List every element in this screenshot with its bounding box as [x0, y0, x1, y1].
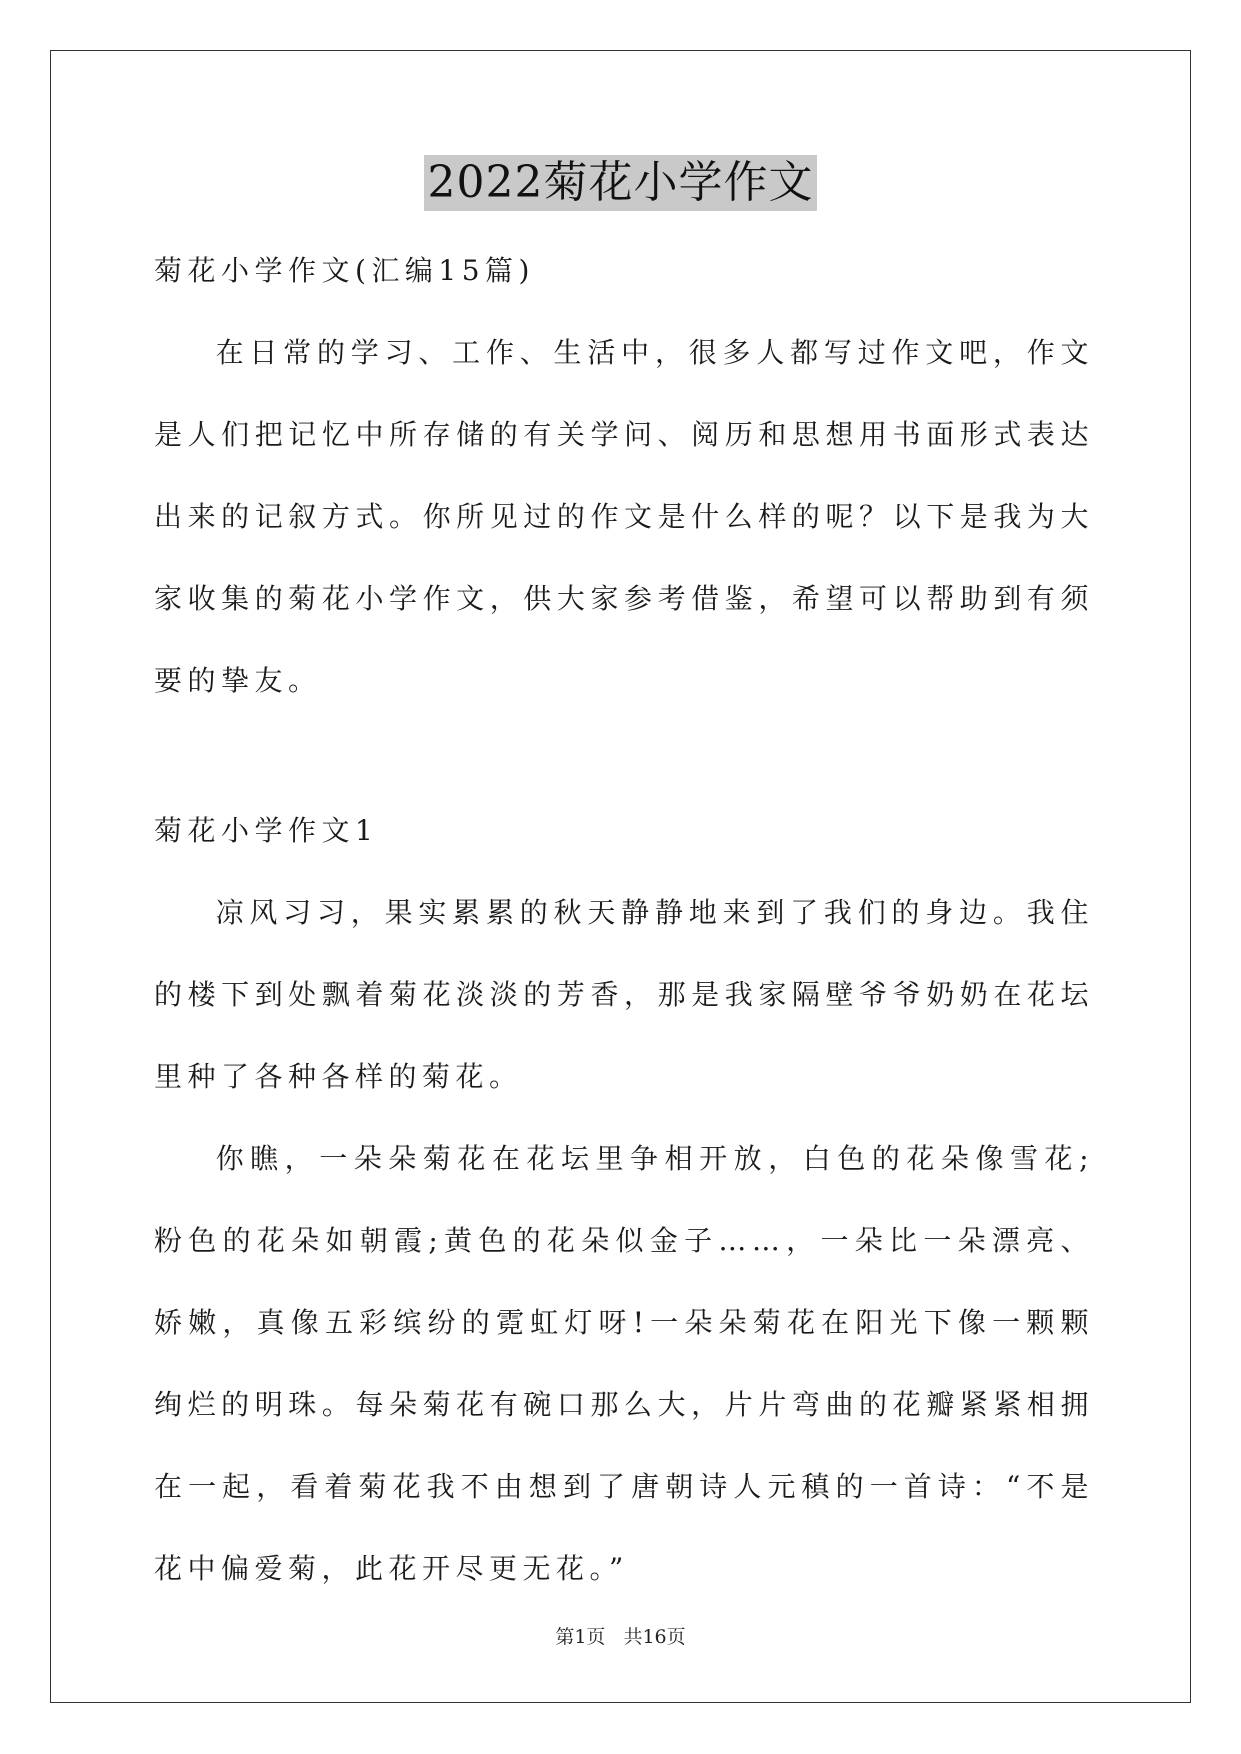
- section-spacer: [154, 722, 1094, 790]
- section-heading: 菊花小学作文1: [154, 814, 379, 847]
- document-body: [154, 230, 1094, 1610]
- page-footer: [0, 1622, 1241, 1649]
- document-subtitle: 菊花小学作文(汇编15篇): [154, 254, 535, 287]
- document-title: 2022菊花小学作文: [424, 155, 818, 211]
- body-paragraph-2: 你瞧，一朵朵菊花在花坛里争相开放，白色的花朵像雪花;粉色的花朵如朝霞;黄色的花朵似金子……，一朵比一朵漂亮、娇嫩，真像五彩缤纷的霓虹灯呀!一朵朵菊花在阳光下像一颗颗绚烂的明珠。每朵菊花有碗口那么大，片片弯曲的花瓣紧紧相拥在一起，看着菊花我不由想到了唐朝诗人元稹的一首诗：“不是花中偏爱菊，此花开尽更无花。”: [154, 1142, 1094, 1585]
- page-number-current: 第1页: [555, 1626, 606, 1648]
- body-paragraph-1: 凉风习习，果实累累的秋天静静地来到了我们的身边。我住的楼下到处飘着菊花淡淡的芳香，那是我家隔壁爷爷奶奶在花坛里种了各种各样的菊花。: [154, 896, 1094, 1093]
- title-container: [0, 155, 1241, 211]
- intro-paragraph: 在日常的学习、工作、生活中，很多人都写过作文吧，作文是人们把记忆中所存储的有关学问、阅历和思想用书面形式表达出来的记叙方式。你所见过的作文是什么样的呢？以下是我为大家收集的菊花小学作文，供大家参考借鉴，希望可以帮助到有须要的挚友。: [154, 336, 1094, 697]
- page-number-total: 共16页: [623, 1626, 686, 1648]
